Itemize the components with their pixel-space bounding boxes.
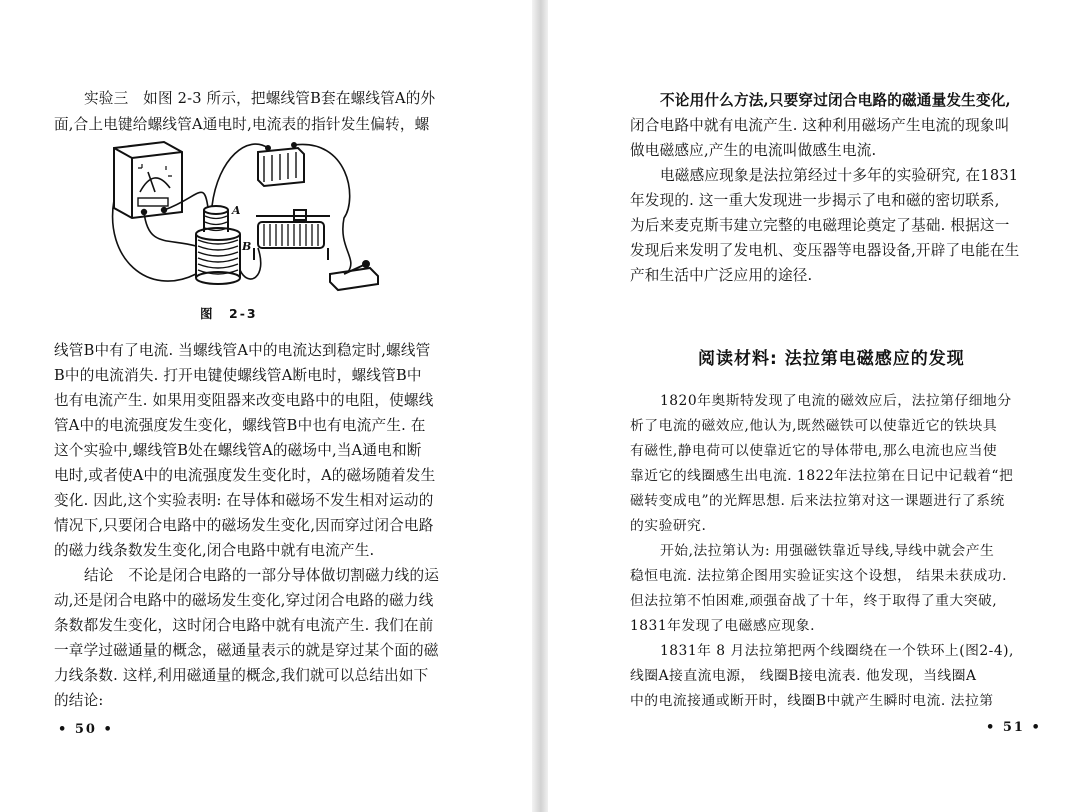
figure-caption: 图 2-3 — [200, 306, 258, 321]
section-title: 阅读材料: 法拉第电磁感应的发现 — [698, 349, 965, 369]
body-line: 发现后来发明了发电机、变压器等电器设备,开辟了电能在生 — [630, 242, 1020, 259]
reading-line: 1831年发现了电磁感应现象. — [630, 618, 815, 634]
body-line: 的结论: — [54, 692, 104, 709]
reading-line: 有磁性,静电荷可以使靠近它的导体带电,那么电流也应当使 — [630, 443, 998, 459]
intro-line: 面,合上电键给螺线管A通电时,电流表的指针发生偏转，螺 — [54, 116, 430, 133]
solenoid-drawing — [196, 206, 240, 284]
body-line: 电时,或者使A中的电流强度发生变化时，A的磁场随着发生 — [54, 467, 436, 484]
left-page — [0, 0, 532, 812]
body-line: 力线条数. 这样,利用磁通量的概念,我们就可以总结出如下 — [54, 667, 429, 684]
right-page — [548, 0, 1080, 812]
body-line: 情况下,只要闭合电路中的磁场发生变化,因而穿过闭合电路 — [54, 517, 434, 534]
body-line: 做电磁感应,产生的电流叫做感生电流. — [630, 142, 877, 159]
body-line: 为后来麦克斯韦建立完整的电磁理论奠定了基础. 根据这一 — [630, 217, 1010, 234]
body-line: B中的电流消失. 打开电键使螺线管A断电时，螺线管B中 — [54, 367, 422, 384]
reading-line: 1820年奥斯特发现了电流的磁效应后，法拉第仔细地分 — [660, 393, 1012, 409]
body-line: 一章学过磁通量的概念，磁通量表示的就是穿过某个面的磁 — [54, 642, 439, 659]
figure-label-b: B — [242, 240, 252, 253]
body-line: 管A中的电流强度发生变化，螺线管B中也有电流产生. 在 — [54, 417, 426, 434]
book-gutter — [532, 0, 548, 812]
body-line: 也有电流产生. 如果用变阻器来改变电路中的电阻，使螺线 — [54, 392, 434, 409]
body-line: 变化. 因此,这个实验表明: 在导体和磁场不发生相对运动的 — [54, 492, 434, 509]
page-number-left: • 50 • — [58, 722, 114, 737]
page-number-right: • 51 • — [986, 720, 1042, 735]
reading-line: 中的电流接通或断开时，线圈B中就产生瞬时电流. 法拉第 — [630, 693, 994, 709]
reading-line: 但法拉第不怕困难,顽强奋战了十年，终于取得了重大突破, — [630, 593, 998, 609]
reading-line: 靠近它的线圈感生出电流. 1822年法拉第在日记中记载着“把 — [630, 468, 1014, 484]
reading-line: 稳恒电流. 法拉第企图用实验证实这个设想， 结果未获成功. — [630, 568, 1007, 584]
conclusion-line: 结论 不论是闭合电路的一部分导体做切割磁力线的运 — [84, 567, 440, 584]
reading-line: 线圈A接直流电源， 线圈B接电流表. 他发现，当线圈A — [630, 668, 977, 684]
body-line: 产和生活中广泛应用的途径. — [630, 267, 813, 284]
reading-line: 开始,法拉第认为: 用强磁铁靠近导线,导线中就会产生 — [660, 543, 995, 559]
body-line: 线管B中有了电流. 当螺线管A中的电流达到稳定时,螺线管 — [54, 342, 431, 359]
rheostat-drawing — [254, 210, 330, 260]
switch-drawing — [330, 261, 378, 290]
body-line: 年发现的. 这一重大发现进一步揭示了电和磁的密切联系, — [630, 192, 1000, 209]
figure-2-3-illustration — [108, 138, 388, 300]
reading-line: 析了电流的磁效应,他认为,既然磁铁可以使靠近它的铁块具 — [630, 418, 998, 434]
reading-line: 的实验研究. — [630, 518, 707, 534]
body-line: 动,还是闭合电路中的磁场发生变化,穿过闭合电路的磁力线 — [54, 592, 434, 609]
battery-drawing — [258, 143, 304, 186]
body-line: 不论用什么方法,只要穿过闭合电路的磁通量发生变化, — [660, 92, 1011, 109]
body-line: 电磁感应现象是法拉第经过十多年的实验研究, 在1831 — [660, 167, 1019, 184]
body-line: 的磁力线条数发生变化,闭合电路中就有电流产生. — [54, 542, 375, 559]
body-line: 这个实验中,螺线管B处在螺线管A的磁场中,当A通电和断 — [54, 442, 422, 459]
reading-line: 1831年 8 月法拉第把两个线圈绕在一个铁环上(图2-4), — [660, 643, 1014, 659]
body-line: 条数都发生变化，这时闭合电路中就有电流产生. 我们在前 — [54, 617, 434, 634]
intro-line: 实验三 如图 2-3 所示，把螺线管B套在螺线管A的外 — [84, 90, 436, 107]
body-line: 闭合电路中就有电流产生. 这种利用磁场产生电流的现象叫 — [630, 117, 1010, 134]
reading-line: 磁转变成电”的光辉思想. 后来法拉第对这一课题进行了系统 — [630, 493, 1005, 509]
figure-label-a: A — [232, 204, 241, 217]
